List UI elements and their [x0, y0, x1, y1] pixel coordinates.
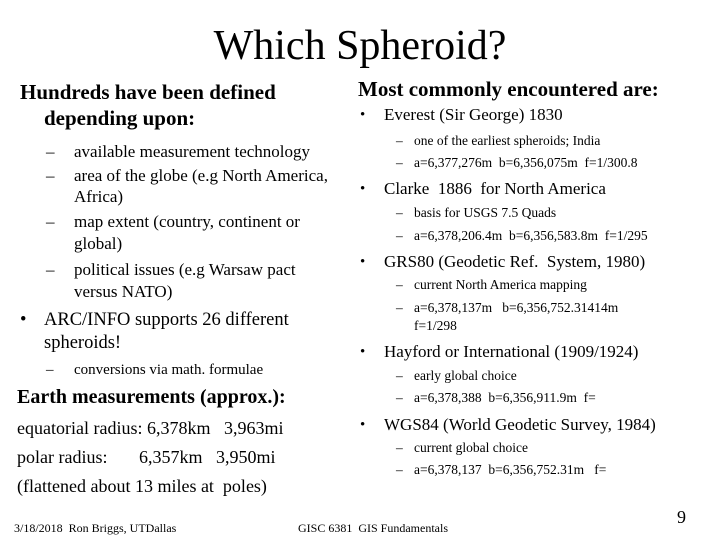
left-sub-dash: –: [46, 166, 55, 185]
right-item-title: WGS84 (World Geodetic Survey, 1984): [384, 415, 656, 434]
footer-date-author: 3/18/2018 Ron Briggs, UTDallas: [14, 521, 177, 535]
left-sub-text: global): [74, 234, 123, 253]
left-bullet-text: spheroids!: [44, 333, 122, 353]
left-heading-line1: Hundreds have been defined: [20, 80, 276, 104]
left-sub-text: area of the globe (e.g North America,: [74, 166, 328, 185]
left-bullet-text: ARC/INFO supports 26 different: [44, 310, 289, 330]
bullet-dot: •: [360, 254, 366, 270]
left-sub-dash: –: [46, 362, 54, 378]
right-sub-dash: –: [396, 155, 403, 170]
footer-course: GISC 6381 GIS Fundamentals: [298, 521, 448, 535]
bullet-dot: •: [360, 344, 366, 360]
left-sub-text: versus NATO): [74, 282, 173, 301]
right-sub-text: f=1/298: [414, 318, 457, 333]
bullet-dot: •: [20, 310, 27, 330]
left-sub-text: Africa): [74, 187, 124, 206]
right-sub-dash: –: [396, 368, 403, 383]
right-item-title: Everest (Sir George) 1830: [384, 105, 563, 124]
left-sub-text: map extent (country, continent or: [74, 212, 300, 231]
left-sub-text: available measurement technology: [74, 142, 311, 161]
right-sub-dash: –: [396, 277, 403, 292]
right-sub-text: one of the earliest spheroids; India: [414, 133, 601, 148]
slide-title: Which Spheroid?: [213, 23, 507, 69]
bullet-dot: •: [360, 107, 366, 123]
right-sub-text: a=6,378,137 b=6,356,752.31m f=: [414, 462, 607, 477]
right-sub-text: early global choice: [414, 368, 517, 383]
left-sub-dash: –: [46, 260, 55, 279]
right-sub-text: basis for USGS 7.5 Quads: [414, 205, 557, 220]
right-item-title: Clarke 1886 for North America: [384, 179, 606, 198]
bullet-dot: •: [360, 181, 366, 197]
earth-line: polar radius: 6,357km 3,950mi: [17, 447, 276, 467]
earth-line: equatorial radius: 6,378km 3,963mi: [17, 418, 284, 438]
right-sub-dash: –: [396, 462, 403, 477]
right-sub-dash: –: [396, 390, 403, 405]
right-sub-text: current North America mapping: [414, 277, 587, 292]
right-sub-text: a=6,378,137m b=6,356,752.31414m: [414, 300, 619, 315]
right-sub-dash: –: [396, 440, 403, 455]
left-sub-dash: –: [46, 142, 55, 161]
right-sub-dash: –: [396, 205, 403, 220]
right-heading: Most commonly encountered are:: [358, 77, 659, 101]
earth-heading: Earth measurements (approx.):: [17, 386, 286, 408]
right-sub-text: a=6,377,276m b=6,356,075m f=1/300.8: [414, 155, 638, 170]
right-sub-dash: –: [396, 300, 403, 315]
page-number: 9: [677, 507, 686, 527]
right-sub-text: a=6,378,388 b=6,356,911.9m f=: [414, 390, 596, 405]
right-sub-dash: –: [396, 228, 403, 243]
right-sub-text: a=6,378,206.4m b=6,356,583.8m f=1/295: [414, 228, 648, 243]
earth-line: (flattened about 13 miles at poles): [17, 476, 267, 496]
bullet-dot: •: [360, 417, 366, 433]
left-sub-dash: –: [46, 212, 55, 231]
left-sub-text: political issues (e.g Warsaw pact: [74, 260, 296, 279]
left-sub-text: conversions via math. formulae: [74, 362, 264, 378]
right-sub-text: current global choice: [414, 440, 528, 455]
left-heading-line2: depending upon:: [44, 106, 196, 130]
right-sub-dash: –: [396, 133, 403, 148]
right-item-title: Hayford or International (1909/1924): [384, 342, 639, 361]
right-item-title: GRS80 (Geodetic Ref. System, 1980): [384, 252, 646, 271]
